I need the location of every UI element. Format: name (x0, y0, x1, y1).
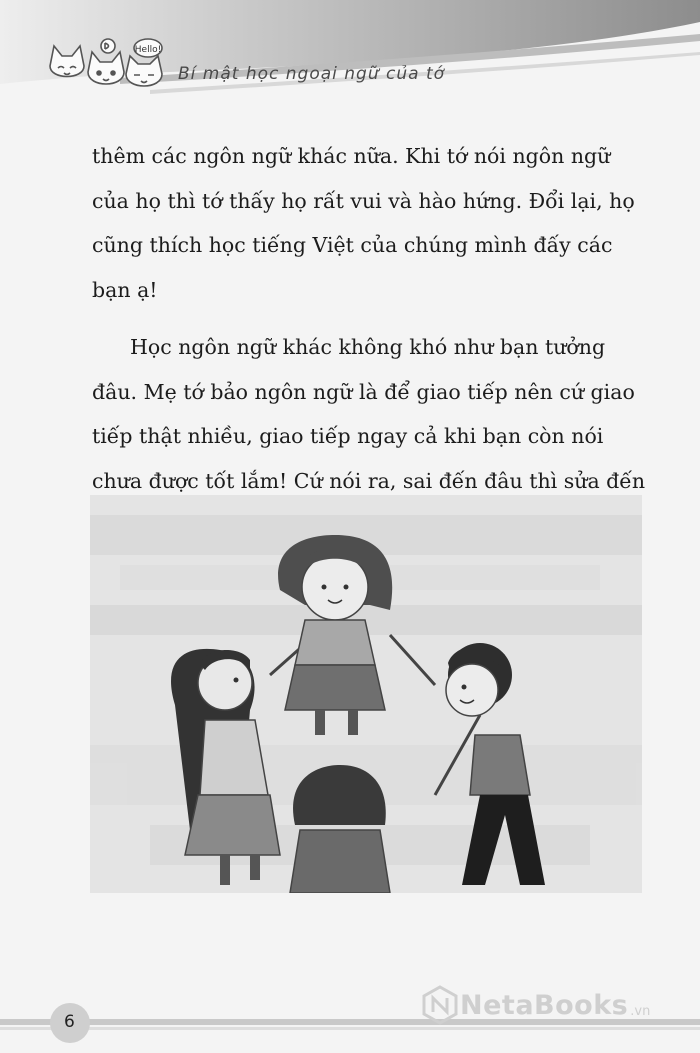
header-band (0, 0, 700, 110)
watermark (420, 985, 650, 1025)
paragraph-1: thêm các ngôn ngữ khác nữa. Khi tớ nói ngôn ngữ của họ thì tớ thấy họ rất vui và hào hứng. Đổi lại, họ cũng thích học tiếng Việt của chúng mình đấy các bạn ạ! (92, 144, 635, 302)
page-header (0, 0, 700, 110)
hello-bubble-text: Hello! (134, 45, 162, 55)
running-header-title: Bí mật học ngoại ngữ của tớ (178, 64, 446, 84)
watermark-suffix: .vn (630, 1003, 651, 1019)
watermark-logo-icon (420, 985, 460, 1025)
page-number: 6 (64, 1012, 75, 1032)
paragraph-2: Học ngôn ngữ khác không khó như bạn tưởng đâu. Mẹ tớ bảo ngôn ngữ là để giao tiếp nên cứ giao tiếp thật nhiều, giao tiếp ngay cả khi bạn còn nói chưa được tốt lắm! Cứ nói ra, sai đến đâu thì sửa đến (92, 335, 646, 493)
watermark-text: NetaBooks (460, 989, 629, 1021)
illustration-children-circle (90, 495, 642, 893)
